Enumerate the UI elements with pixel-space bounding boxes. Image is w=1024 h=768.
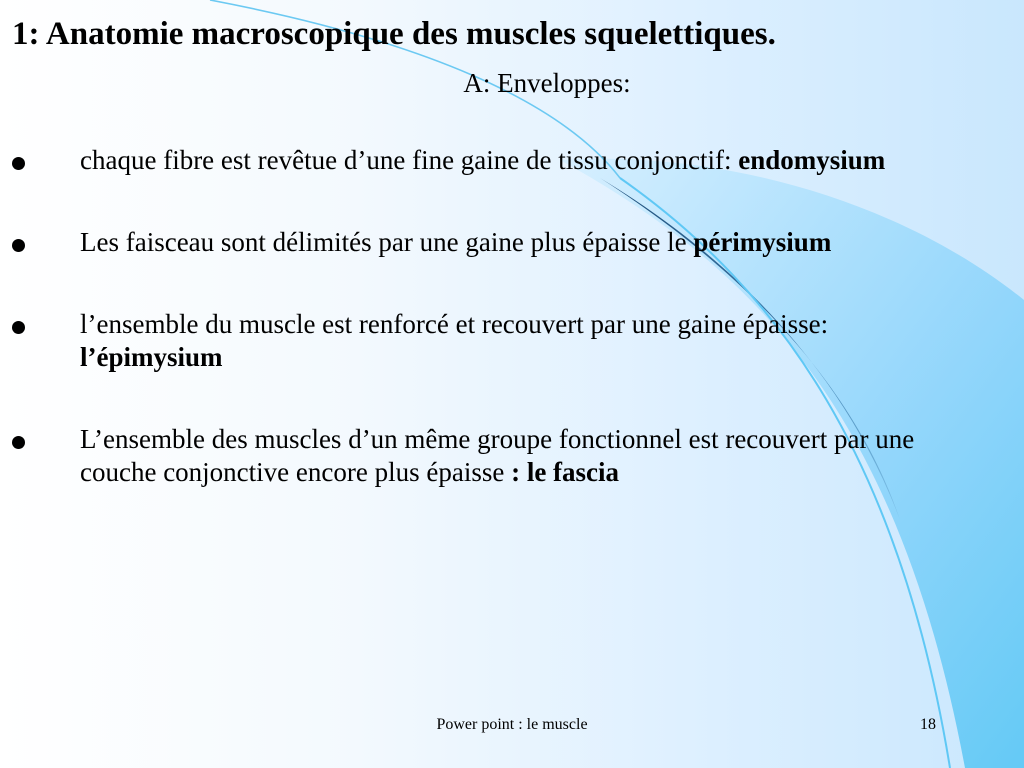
bullet-term: endomysium	[738, 145, 886, 175]
bullet-dot-icon	[12, 321, 25, 334]
slide-subtitle: A: Enveloppes:	[463, 68, 631, 98]
bullet-dot-icon	[12, 239, 25, 252]
bullet-text: Les faisceau sont délimités par une gaine plus épaisse le	[80, 227, 694, 257]
slide-footer	[0, 716, 1024, 738]
bullet-item	[0, 308, 960, 374]
slide-title: 1: Anatomie macroscopique des muscles squelettiques.	[12, 16, 776, 52]
bullet-text: chaque fibre est revêtue d’une fine gaine de tissu conjonctif:	[80, 145, 739, 175]
page-number: 18	[920, 716, 936, 733]
footer-caption: Power point : le muscle	[436, 716, 588, 733]
bullet-term: : le fascia	[511, 457, 620, 487]
bullet-list	[0, 144, 960, 489]
bullet-dot-icon	[12, 436, 25, 449]
bullet-item	[0, 226, 960, 259]
bullet-item	[0, 144, 960, 177]
bullet-item	[0, 423, 960, 489]
bullet-dot-icon	[12, 157, 25, 170]
bullet-term: l’épimysium	[80, 342, 223, 372]
bullet-term: périmysium	[693, 227, 832, 257]
bullet-text: L’ensemble des muscles d’un même groupe fonctionnel est recouvert par une couche conjonctive encore plus épaisse	[80, 424, 915, 487]
bullet-text: l’ensemble du muscle est renforcé et recouvert par une gaine épaisse:	[80, 309, 829, 339]
